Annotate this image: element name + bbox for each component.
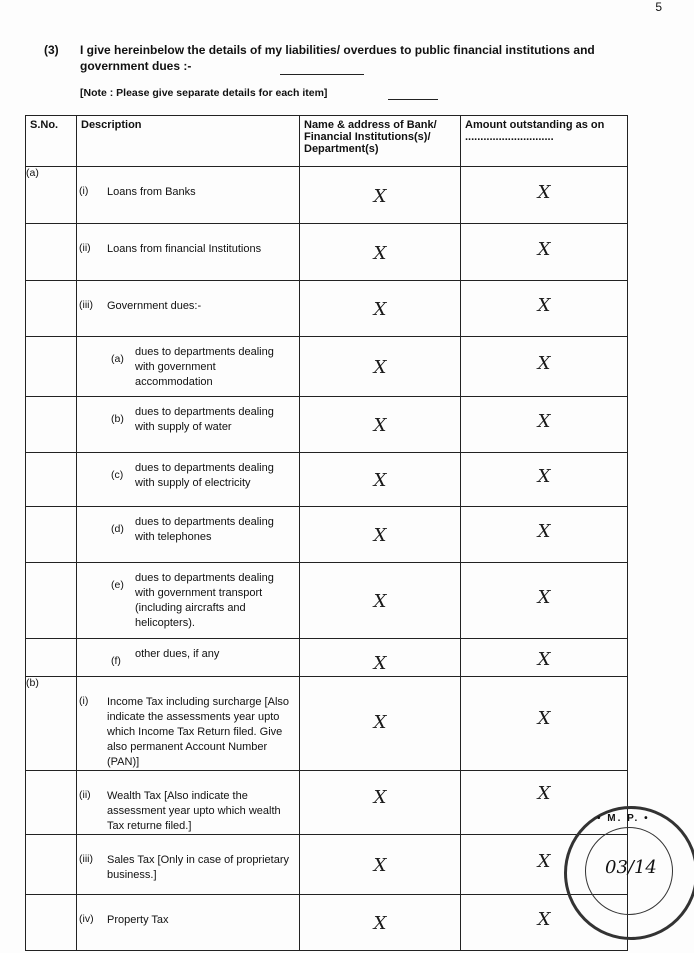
row-description <box>77 337 300 397</box>
row-label: dues to departments dealing with supply of water <box>135 406 274 433</box>
row-description <box>77 224 300 281</box>
row-sno <box>26 507 77 563</box>
liabilities-table <box>25 115 628 951</box>
row-sno <box>26 453 77 507</box>
row-amount-mark: X <box>461 895 628 951</box>
table-row <box>26 835 628 895</box>
table-row <box>26 167 628 224</box>
row-sub-index: (c) <box>111 469 124 481</box>
row-sno: (b) <box>26 677 77 771</box>
row-sno <box>26 835 77 895</box>
row-sno <box>26 563 77 639</box>
row-bank-mark: X <box>300 397 461 453</box>
table-row <box>26 224 628 281</box>
row-bank-mark: X <box>300 167 461 224</box>
header-sno: S.No. <box>26 116 77 167</box>
seal-ring-text: • M. P. • <box>597 813 650 824</box>
row-index: (ii) <box>79 789 91 801</box>
row-index: (iii) <box>79 853 93 865</box>
table-row <box>26 453 628 507</box>
row-bank-mark: X <box>300 677 461 771</box>
row-sub-index: (a) <box>111 353 124 365</box>
row-amount-mark: X <box>461 639 628 677</box>
row-bank-mark: X <box>300 337 461 397</box>
row-index: (iv) <box>79 913 94 925</box>
row-bank-mark: X <box>300 563 461 639</box>
page-number: 5 <box>655 0 662 14</box>
row-description <box>77 771 300 835</box>
row-bank-mark: X <box>300 895 461 951</box>
row-description <box>77 281 300 337</box>
official-seal <box>564 806 694 940</box>
row-bank-mark: X <box>300 453 461 507</box>
row-label: dues to departments dealing with telephones <box>135 516 274 543</box>
table-row <box>26 397 628 453</box>
table-row <box>26 895 628 951</box>
table-row <box>26 507 628 563</box>
row-description <box>77 639 300 677</box>
table-row <box>26 281 628 337</box>
section-number: (3) <box>44 43 59 57</box>
row-description <box>77 677 300 771</box>
header-bank: Name & address of Bank/ Financial Institutions(s)/ Department(s) <box>300 116 461 167</box>
row-index: (ii) <box>79 242 91 254</box>
table-row <box>26 639 628 677</box>
row-bank-mark: X <box>300 507 461 563</box>
row-sno <box>26 281 77 337</box>
row-description <box>77 397 300 453</box>
table-row <box>26 337 628 397</box>
row-description <box>77 895 300 951</box>
row-amount-mark: X <box>461 224 628 281</box>
row-description <box>77 453 300 507</box>
row-amount-mark: X <box>461 453 628 507</box>
row-description <box>77 835 300 895</box>
intro-text: I give hereinbelow the details of my liabilities/ overdues to public financial institutions and government dues :- <box>80 43 595 73</box>
row-label: Loans from Banks <box>107 186 196 198</box>
row-label: Sales Tax [Only in case of proprietary business.] <box>107 854 289 881</box>
row-sub-index: (f) <box>111 655 121 667</box>
row-sub-index: (e) <box>111 579 124 591</box>
row-index: (i) <box>79 185 89 197</box>
header-amount: Amount outstanding as on ............................. <box>461 116 628 167</box>
table-row <box>26 677 628 771</box>
intro-paragraph <box>44 42 644 74</box>
row-label: dues to departments dealing with government transport (including aircrafts and helicopters). <box>135 572 274 629</box>
row-sno <box>26 224 77 281</box>
row-amount-mark: X <box>461 507 628 563</box>
row-sno <box>26 337 77 397</box>
row-bank-mark: X <box>300 835 461 895</box>
row-sno <box>26 771 77 835</box>
row-label: Government dues:- <box>107 300 202 312</box>
row-amount-mark: X <box>461 835 628 895</box>
handwritten-line <box>388 99 438 100</box>
header-description: Description <box>77 116 300 167</box>
row-bank-mark: X <box>300 639 461 677</box>
row-sub-index: (d) <box>111 523 124 535</box>
row-bank-mark: X <box>300 281 461 337</box>
row-label: Loans from financial Institutions <box>107 243 262 255</box>
table-header-row <box>26 116 628 167</box>
row-amount-mark: X <box>461 563 628 639</box>
table-row <box>26 563 628 639</box>
row-label: dues to departments dealing with government accommodation <box>135 346 274 388</box>
row-index: (iii) <box>79 299 93 311</box>
row-bank-mark: X <box>300 771 461 835</box>
row-amount-mark: X <box>461 167 628 224</box>
row-sno <box>26 895 77 951</box>
row-bank-mark: X <box>300 224 461 281</box>
row-description <box>77 563 300 639</box>
handwritten-line <box>280 74 364 75</box>
row-label: Property Tax <box>107 914 169 926</box>
row-amount-mark: X <box>461 337 628 397</box>
row-description <box>77 167 300 224</box>
row-label: dues to departments dealing with supply of electricity <box>135 462 274 489</box>
row-sno <box>26 639 77 677</box>
row-sub-index: (b) <box>111 413 124 425</box>
row-sno <box>26 397 77 453</box>
row-description <box>77 507 300 563</box>
seal-date: 03/14 <box>605 857 657 878</box>
row-amount-mark: X <box>461 281 628 337</box>
row-amount-mark: X <box>461 771 628 835</box>
row-label: Income Tax including surcharge [Also indicate the assessments year upto which Income Tax Return filed. Give also permanent Account Number (PAN)] <box>107 696 290 768</box>
row-label: other dues, if any <box>135 648 220 660</box>
row-sno: (a) <box>26 167 77 224</box>
row-index: (i) <box>79 695 89 707</box>
row-label: Wealth Tax [Also indicate the assessment year upto which wealth Tax returne filed.] <box>107 790 281 832</box>
row-amount-mark: X <box>461 677 628 771</box>
table-row <box>26 771 628 835</box>
row-amount-mark: X <box>461 397 628 453</box>
note-text: [Note : Please give separate details for each item] <box>80 87 328 99</box>
